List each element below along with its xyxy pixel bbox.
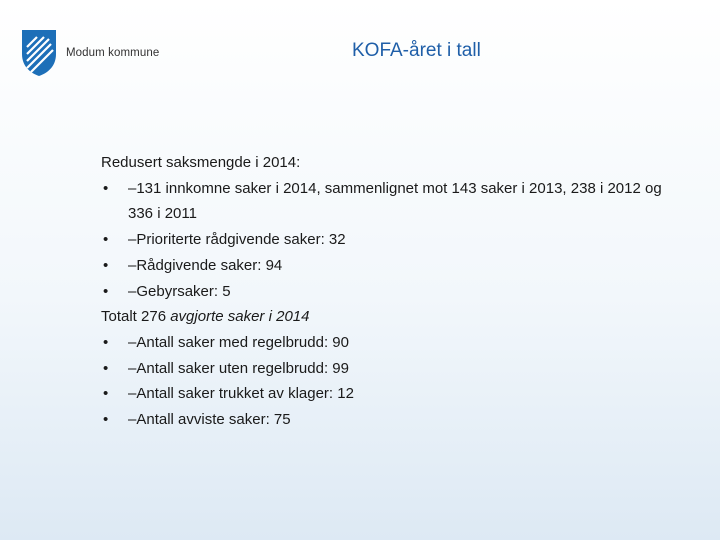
list-item-text: –Prioriterte rådgivende saker: 32	[128, 231, 346, 249]
list-item	[101, 227, 681, 253]
list-item	[101, 279, 681, 305]
section2-heading-italic: avgjorte saker i 2014	[170, 308, 310, 326]
list-item	[101, 253, 681, 279]
slide-title: KOFA-året i tall	[352, 40, 481, 61]
bullet-icon: •	[103, 385, 109, 403]
municipal-shield-icon	[20, 28, 58, 78]
list-item-text: –Rådgivende saker: 94	[128, 256, 283, 274]
brand-name: Modum kommune	[66, 47, 160, 59]
list-item	[101, 176, 681, 227]
bullet-icon: •	[103, 411, 109, 429]
list-item-text: –Antall saker trukket av klager: 12	[128, 385, 354, 403]
bullet-icon: •	[103, 333, 109, 351]
list-item-text: –131 innkomne saker i 2014, sammenlignet mot 143 saker i 2013, 238 i 2012 og 336 i 2011	[128, 179, 662, 223]
brand-logo	[20, 28, 159, 78]
list-item	[101, 330, 681, 356]
bullet-icon: •	[103, 256, 109, 274]
list-item	[101, 407, 681, 433]
slide-body	[101, 150, 681, 433]
list-item	[101, 381, 681, 407]
section1-heading: Redusert saksmengde i 2014:	[101, 154, 301, 171]
bullet-icon: •	[103, 282, 109, 300]
list-item-text: –Antall saker med regelbrudd: 90	[128, 333, 349, 351]
list-item-text: –Antall saker uten regelbrudd: 99	[128, 359, 349, 377]
list-item	[101, 356, 681, 382]
bullet-icon: •	[103, 231, 109, 249]
bullet-icon: •	[103, 359, 109, 377]
list-item-text: –Gebyrsaker: 5	[128, 282, 231, 300]
section2-heading	[101, 304, 681, 330]
section2-heading-plain: Totalt 276	[101, 308, 171, 326]
list-item-text: –Antall avviste saker: 75	[128, 411, 291, 429]
bullet-icon: •	[103, 179, 109, 197]
